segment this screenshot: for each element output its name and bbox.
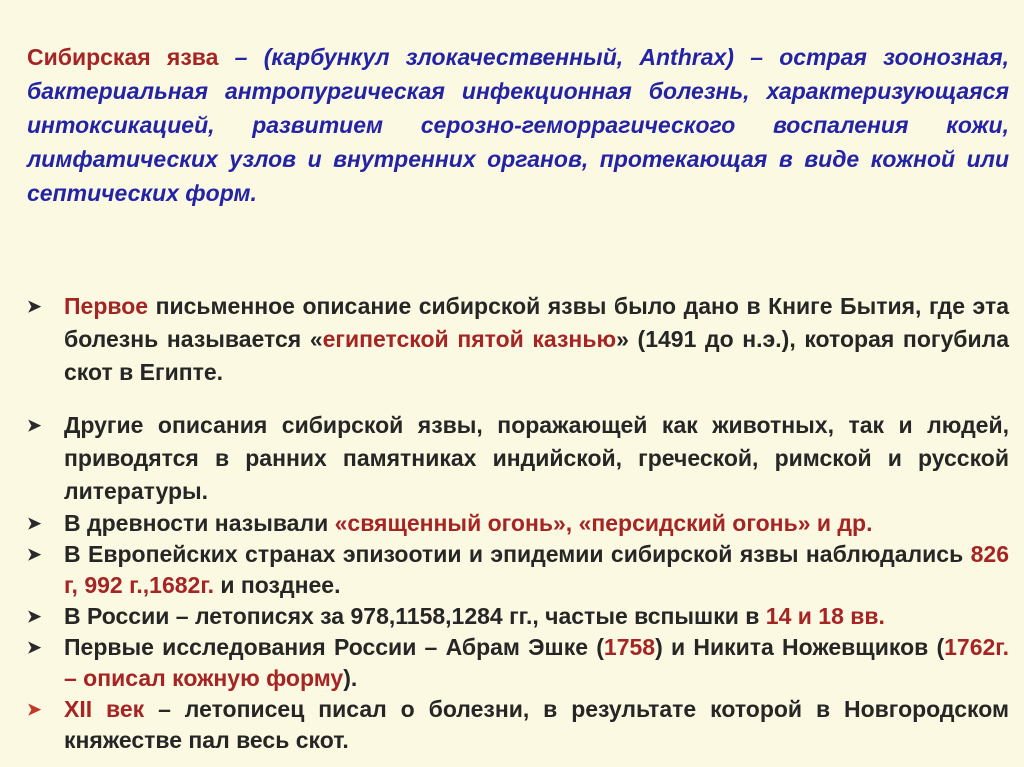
list-item-xii-century — [27, 694, 1009, 756]
item-text: Другие описания сибирской язвы, поражающей как животных, так и людей, приводятся в ранних памятниках индийской, греческой, римской и русской литературы. — [64, 412, 1009, 504]
item-text: ) и Никита Ножевщиков ( — [655, 634, 945, 660]
item-text: письменное описание сибирской язвы было дано в Книге Бытия, где эта болезнь называется « — [64, 293, 1009, 352]
chevron-right-icon: ➤ — [27, 545, 42, 564]
list-item-first-description — [27, 290, 1009, 389]
chevron-right-icon: ➤ — [27, 607, 42, 626]
intro-definition — [27, 40, 1009, 210]
highlight: 1762г. – описал кожную форму — [64, 634, 1009, 691]
chevron-right-icon: ➤ — [27, 297, 42, 316]
item-text: – летописец писал о болезни, в результате которой в Новгородском княжестве пал весь скот. — [64, 696, 1009, 753]
intro-text: (карбункул злокачественный, Anthrax) – острая зоонозная, бактериальная антропургическая инфекционная болезнь, характеризующаяся интоксикацией, развитием серозно-геморрагического воспаления кожи, лимфатических узлов и внутренних органов, протекающая в виде кожной или септических форм. — [27, 44, 1010, 206]
chevron-right-icon: ➤ — [27, 416, 42, 435]
item-text: » (1491 до н.э.), которая погубила скот в Египте. — [64, 326, 1009, 385]
item-text: В России – летописях за 978,1158,1284 гг., частые вспышки в — [64, 603, 766, 629]
intro-term: Сибирская язва — [27, 44, 219, 70]
highlight: «священный огонь», «персидский огонь» и др. — [334, 510, 873, 536]
highlight: XII век — [64, 696, 145, 722]
chevron-right-icon: ➤ — [27, 514, 42, 533]
list-item-ancient-names — [27, 508, 1009, 539]
list-item-first-research — [27, 632, 1009, 694]
list-item-russia — [27, 601, 1009, 632]
highlight: 1758 — [603, 634, 656, 660]
intro-dash: – — [218, 44, 264, 70]
list-item-europe — [27, 539, 1009, 601]
item-text: В Европейских странах эпизоотии и эпидемии сибирской язвы наблюдались — [64, 541, 971, 567]
chevron-right-icon: ➤ — [27, 700, 42, 719]
history-list — [27, 290, 1009, 756]
chevron-right-icon: ➤ — [27, 638, 42, 657]
highlight: 826 г, 992 г.,1682г. — [64, 541, 1009, 598]
list-item-other-descriptions — [27, 409, 1009, 508]
item-text: и позднее. — [214, 572, 341, 598]
item-text: Первые исследования России – Абрам Эшке ( — [64, 634, 604, 660]
item-text: ). — [343, 665, 358, 691]
highlight: Первое — [64, 293, 149, 319]
item-text: В древности называли — [64, 510, 335, 536]
highlight: египетской пятой казнью — [322, 326, 617, 352]
highlight: 14 и 18 вв. — [765, 603, 885, 629]
